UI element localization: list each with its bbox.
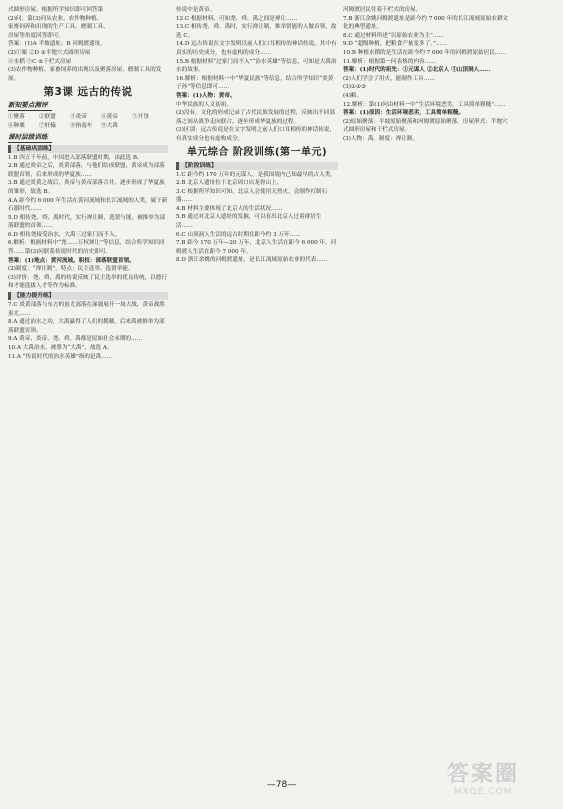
watermark-text: 答案圈 [446,762,519,787]
answer-line: 4.A 距今约 6 000 年生活在黄河流域和长江流域的人类，属于新石器时代…… [8,197,168,213]
answer-line: (2)制度：“禅让制”。特点：民主选举、选贤举能。 [8,266,134,273]
answer-line: 8.A 通过治水之功，大禹赢得了人们的拥戴，后来禹被推举为部落联盟首领。 [8,319,165,334]
answer-line: 1.B 四五千年前，中国进入部落联盟时期，由此选 B。 [8,154,143,161]
section-label-vocab: 新知要点测评 [8,101,52,111]
answer-line: (3)人物：禹。制度：禅让制。 [343,135,419,142]
answer-line: 答案：(1)地点：黄河流域。职权：部落联盟首领。 [8,257,135,264]
text-line: (3)农作物种植、家畜饲养的出现以及聚落房屋、磨制工具的发展。 [8,67,162,82]
text-line: 11.解析：根据第一问表格的内容…… [343,58,436,65]
answer-block-top [8,6,168,83]
text-line: (2)①粟 ②D ③半地穴式圆形房屋 [8,49,91,56]
answer-line: 1.C 距今约 170 万年的元谋人，是我国境内已知最早的古人类。 [176,171,336,178]
text-line: 中华民族的人文初祖。 [176,101,232,108]
vocab-item: ⑧指南车 [70,122,93,129]
vocab-item: ①聚落 [8,114,25,121]
column-middle [176,6,338,787]
vocab-item: ⑦轩辕 [39,122,56,129]
answer-line: 6.解析：根据材料中“尧……万权禅让”等信息，结合所学知识回答……第(3)问联系传说时代的历史即可。 [8,240,165,256]
text-line: 家畜饲养和出现的生产工具、磨制工具、 [8,24,109,31]
text-line: 16.解析：根据材料一中“华夏民族”等信息，结合所学知识“炎黄子孙”等信息即可…… [176,75,334,91]
basic-answers [8,154,168,292]
text-line: 房屋等角度回答即可。 [8,32,64,39]
answer-line: 7.B 距今 170 万年—20 万年，北京人生活在距今 6 000 年，河姆渡人生活在距今 7 000 年。 [176,240,337,255]
answer-line: 9.A 黄帝、炎帝、尧、舜、禹都是原始社会末期的…… [8,336,143,343]
answer-line: 12.解析：第(1)问由材料一中“生活环境恶劣，工具简单粗糙”…… [343,101,506,108]
column-right [343,6,509,787]
answer-line: 10.A 大禹治水，被尊为“大禹”，故选 A。 [8,345,113,351]
text-line: 13.C 相传尧、舜、禹时，实行禅让制，推举贤能的人做首领，故选 C。 [176,24,337,39]
vocab-item: ③炎帝 [70,114,87,121]
text-line: 12.C 根据材料，可知尧、舜、禹之间是禅让…… [176,15,298,22]
watermark-logo [413,763,553,803]
text-line: (3)区别：远古传说是在文字发明之前人们口耳相传的神话传说，有真实成分也有虚构成分。 [176,127,335,142]
answer-line: 5.D 相传尧、舜、禹时代，实行禅让制，选贤与能，被推举为部落联盟的首领…… [8,214,166,230]
stage-answers [176,171,338,266]
ability-answers [8,301,168,361]
text-line: 传说中是黄帝。 [176,7,216,13]
text-line: 河姆渡居民住着干栏式的房屋。 [343,7,422,13]
section-bar-ability: 【能力提升练】 [8,292,168,300]
unit-title: 单元综合 阶段训练(第一单元) [186,146,328,158]
answer-line: 11.A “传说时代的治水英雄”指的是禹…… [8,353,113,360]
answer-line: 答案：(1)原因：生活环境恶劣，工具简单粗糙。 [343,110,465,117]
vocab-item: ⑨大禹 [101,122,118,129]
text-line: 15.B 根据材料“过家门而不入”“治水英雄”等信息，可知是大禹治水的故事。 [176,58,337,74]
answer-line: 5.B 通过对北京人遗址的发掘，可以看出北京人过着群居生活…… [176,214,322,230]
watermark-url: MXQE.COM [453,787,513,797]
answer-line: 8.D 浙江余姚的河姆渡遗址，是长江流域原始农业的代表…… [176,257,328,264]
column-left [8,6,168,787]
section-bar-stage: 【阶段训练】 [176,162,338,170]
vocab-item: ⑤开垦 [132,114,149,121]
section-label-practice: 课时层级训练 [8,133,52,143]
answer-line: 2.B 通过炎帝之后，炎黄部落，与他们结成联盟，黄帝成为部落联盟首领，后来形成的华夏族…… [8,163,165,178]
answer-line: (2)原始聚落：半坡原始聚落和河姆渡原始聚落。房屋形式：半地穴式圆形房屋和干栏式房屋。 [343,118,508,134]
text-line: 8.C 通过材料所述“以原始农业为主”…… [343,32,445,39]
answer-line: 2.B 北京人遗址位于北京周口店龙骨山上。 [176,180,283,187]
text-line: 答案：(1)时代的祖先：①元谋人 ②北京人 ③山顶洞人…… [343,67,491,74]
answer-line: 3.C 根据所学知识可知，北京人会使用天然火，会制作打制石器…… [176,188,328,204]
text-line: ④水稻 ⑤C ⑥干栏式房屋 [8,58,72,65]
vocab-list [8,113,168,130]
text-line: 9.D “超级种植，把粮食产量变多了。”…… [343,41,448,48]
text-line: (3)①②③ [343,84,366,91]
text-line: (2)人们学会了用火，能制作工具…… [343,75,435,82]
text-line: 14.D 远古传说在文字发明以前人们口耳相传的神话传说，其中有真实的历史成分，也有虚构的成分…… [176,41,337,56]
answer-line: 3.B 通过炎黄之战后，炎帝与黄帝部落合并，逐步形成了华夏族的雏形，故选 B。 [8,180,165,195]
text-line: (4)略。 [343,92,363,99]
vocab-item: ②联盟 [39,114,56,121]
text-line: 7.B 浙江余姚河姆渡遗址是距今约 7 000 年的长江流域原始农耕文化的典型遗址。 [343,15,509,31]
answer-line: 6.D 相传尧接受治水，大禹三过家门而不入。 [8,231,121,238]
answer-line: (3)评价：尧、舜、禹的传说反映了民主选举的优良传统，以德行和才能选拔人才等作为标准。 [8,274,167,290]
page-number: —78— [266,780,297,790]
answer-line: 7.C 炎黄部落与东方的蚩尤部落在涿鹿展开一场大战，黄帝战胜蚩尤…… [8,302,165,317]
text-line: (2)问。第(3)问从农业、农作物种植、 [8,15,103,22]
text-line: 10.B 种植水稻的是生活在距今约 7 000 年的河姆渡原始居民…… [343,49,507,56]
text-line: 式圆形房屋。根据所学知识即可回答第 [8,7,104,13]
vocab-item: ④黄帝 [101,114,118,121]
question-12-block [343,101,509,144]
answer-line: 6.C 山顶洞人生活的远古时期在距今约 3 万年…… [176,231,301,238]
text-line: 答案：(1)人物：黄帝。 [176,92,236,99]
answer-block-middle-top [176,6,338,144]
section-bar-basic: 【基础巩固练】 [8,145,168,153]
text-line: 答案：(1)A 半坡遗址；B 河姆渡遗址。 [8,41,106,48]
text-line: (2)没有。文化的形成记录了古代民族发展的过程，反映出不同部落之间从战争走向联合，逐步形成华夏族的过程。 [176,110,335,125]
lesson-title: 第3课 远古的传说 [43,86,133,99]
answer-line: 4.B 材料主要体现了北京人的生活状况…… [176,205,283,212]
answer-block-right-top [343,6,509,101]
vocab-item: ⑥种粟 [8,122,25,129]
